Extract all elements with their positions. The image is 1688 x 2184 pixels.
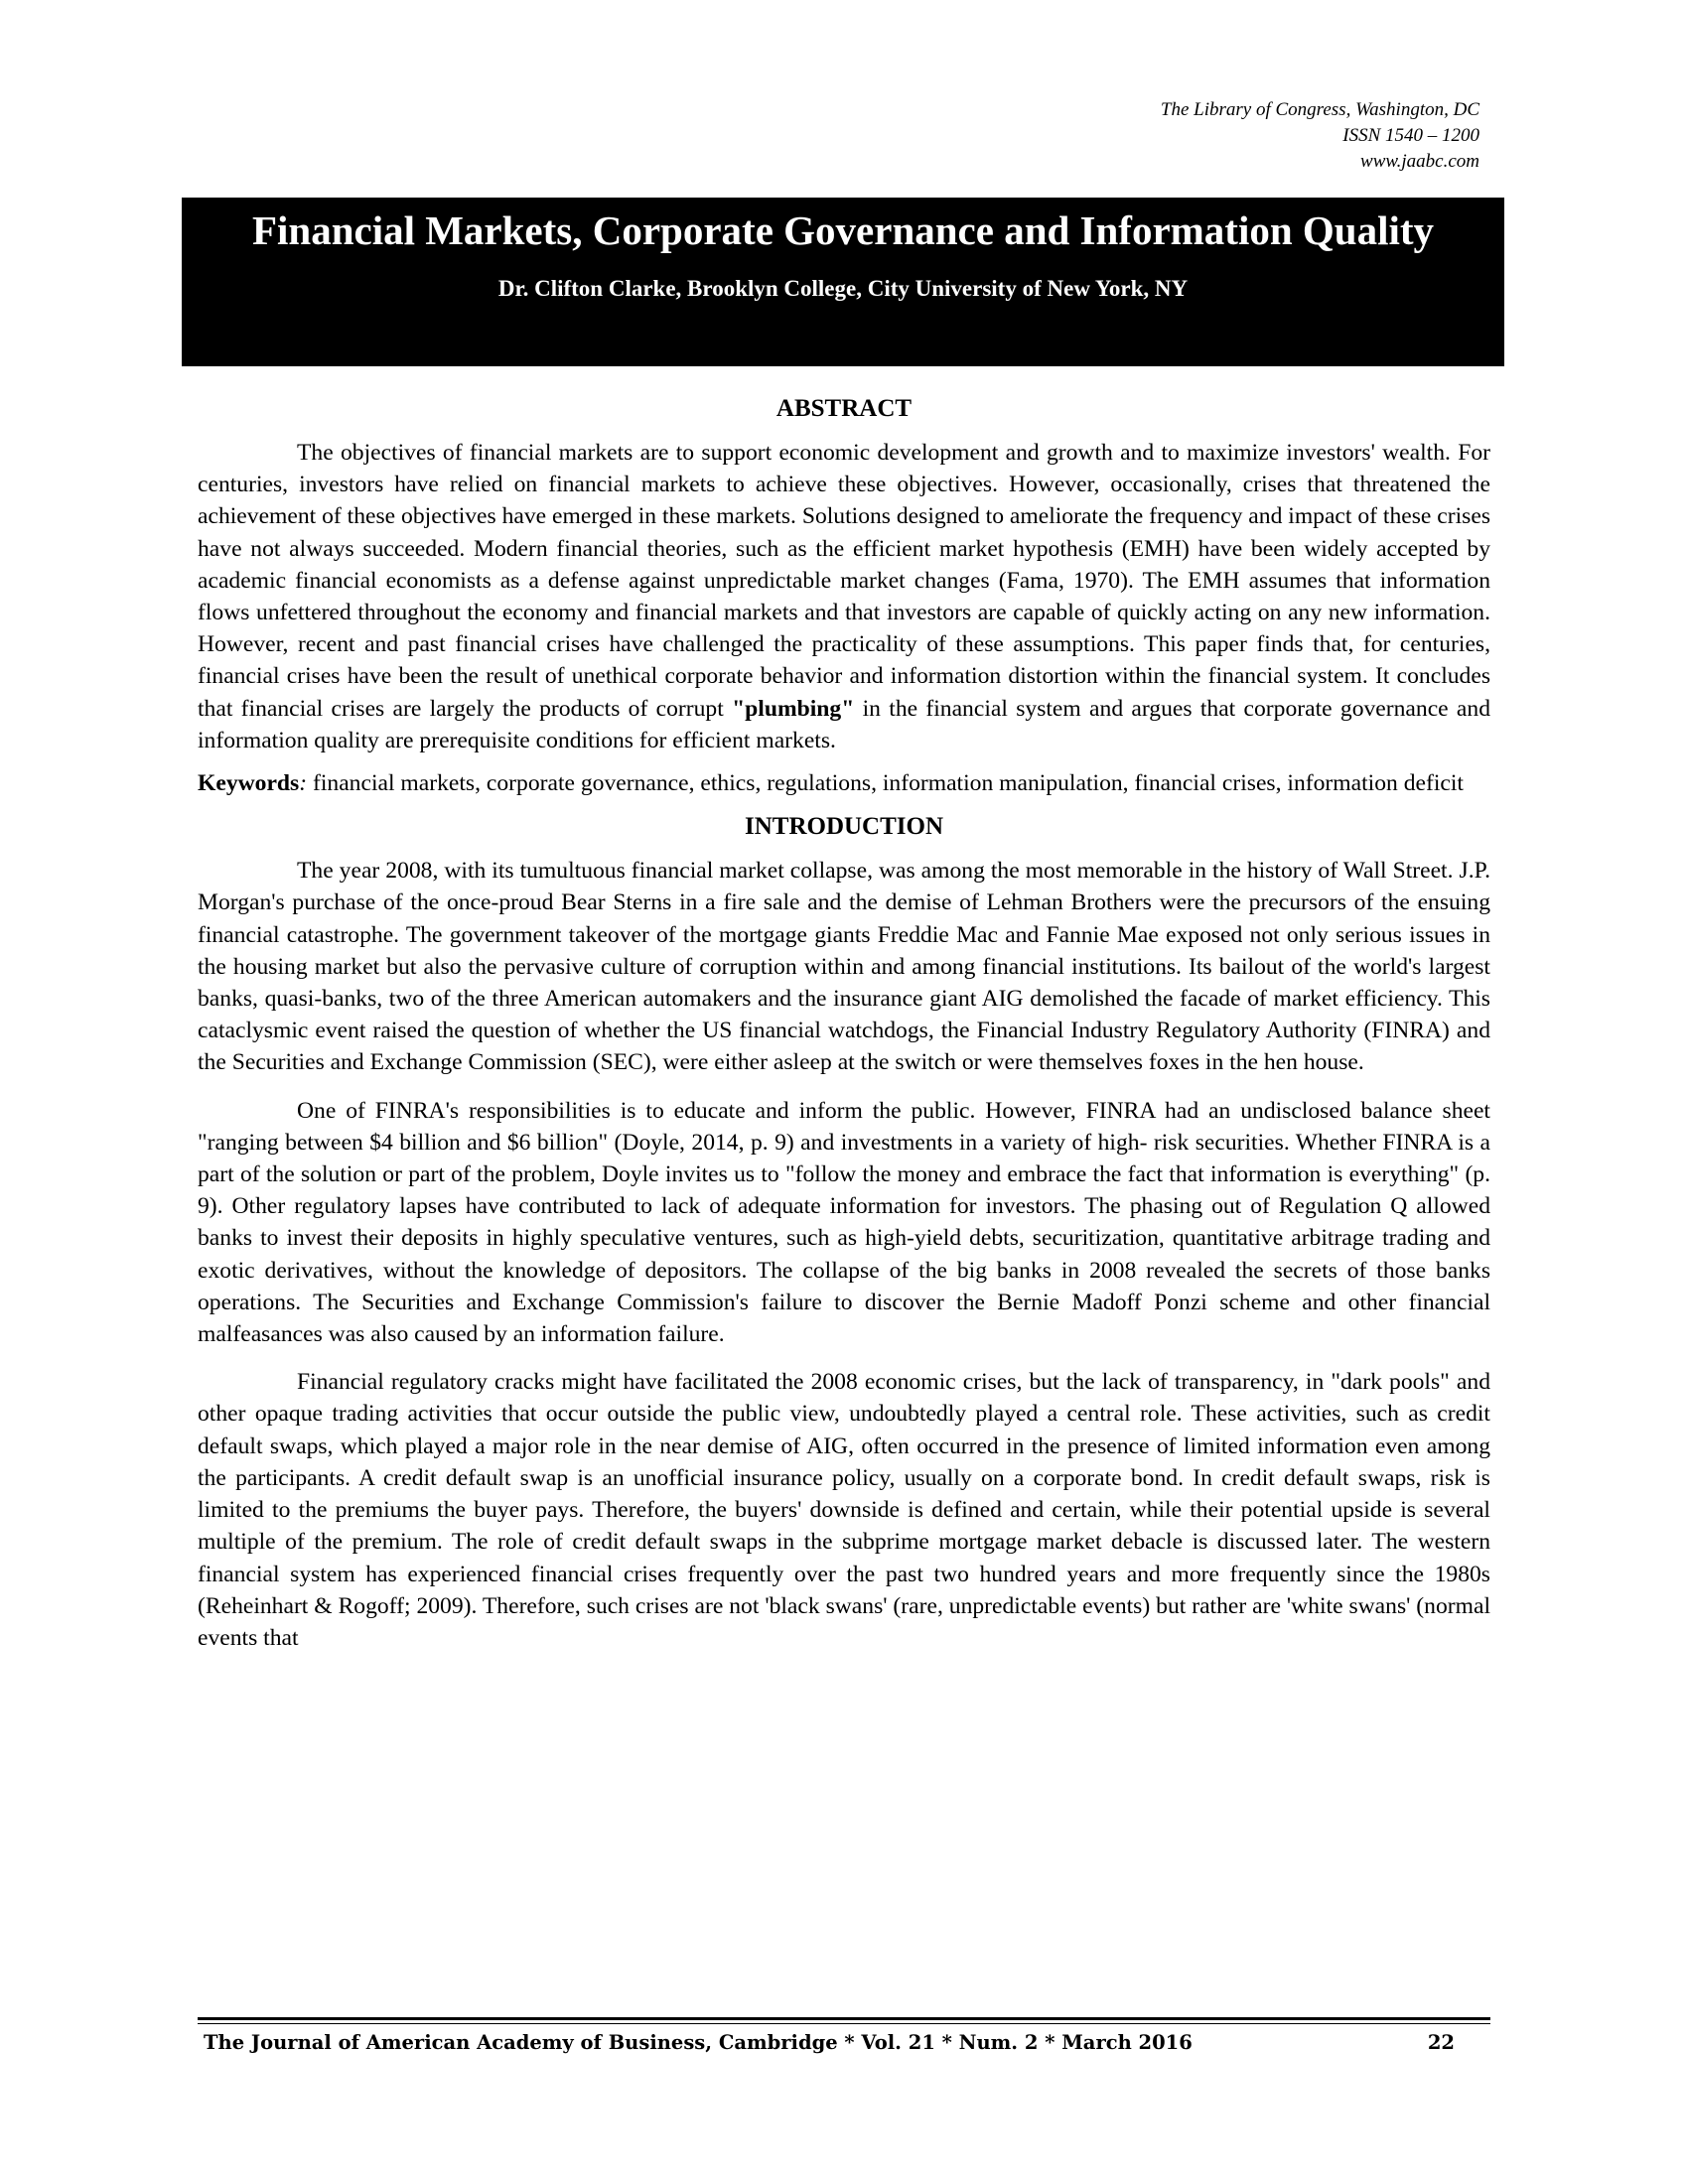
footer-rule-thin <box>198 2023 1490 2024</box>
keywords-paragraph <box>198 767 1490 799</box>
abstract-text-b: in the financial system and argues that corporate governance and information quality are prerequisite conditions for efficient markets. <box>198 695 1490 753</box>
page-footer <box>204 2029 1455 2057</box>
abstract-text-a: The objectives of financial markets are to support economic development and growth and to maximize investors' wealth. For centuries, investors have relied on financial markets to achieve these objectives. However, occasionally, crises that threatened the achievement of these objectives have emerged in these markets. Solutions designed to ameliorate the frequency and impact of these crises have not always succeeded. Modern financial theories, such as the efficient market hypothesis (EMH) have been widely accepted by academic financial economists as a defense against unpredictable market changes (Fama, 1970). The EMH assumes that information flows unfettered throughout the economy and financial markets and that investors are capable of quickly acting on any new information. However, recent and past financial crises have challenged the practicality of these assumptions. This paper finds that, for centuries, financial crises have been the result of unethical corporate behavior and information distortion within the financial system. It concludes that financial crises are largely the products of corrupt <box>198 440 1491 722</box>
footer-rule <box>198 2017 1490 2020</box>
keywords-text: financial markets, corporate governance, ethics, regulations, information manipulation, financial crises, information deficit <box>307 770 1464 797</box>
header-website: www.jaabc.com <box>1360 151 1479 172</box>
title-banner <box>182 198 1504 366</box>
library-header <box>1161 97 1479 175</box>
intro-paragraph-2: One of FINRA's responsibilities is to educate and inform the public. However, FINRA had an undisclosed balance sheet "ranging between $4 billion and $6 billion" (Doyle, 2014, p. 9) and investments in a variety of high- risk securities. Whether FINRA is a part of the solution or part of the problem, Doyle invites us to "follow the money and embrace the fact that information is everything" (p. 9). Other regulatory lapses have contributed to lack of adequate information for investors. The phasing out of Regulation Q allowed banks to invest their deposits in highly speculative ventures, such as high-yield debts, securitization, quantitative arbitrage trading and exotic derivatives, without the knowledge of depositors. The collapse of the big banks in 2008 revealed the secrets of those banks operations. The Securities and Exchange Commission's failure to discover the Bernie Madoff Ponzi scheme and other financial malfeasances was also caused by an information failure. <box>198 1097 1490 1348</box>
footer-journal: The Journal of American Academy of Business, Cambridge * Vol. 21 * Num. 2 * March 2016 <box>204 2031 1193 2054</box>
intro-paragraph-1: The year 2008, with its tumultuous financial market collapse, was among the most memorable in the history of Wall Street. J.P. Morgan's purchase of the once-proud Bear Sterns in a fire sale and the demise of Lehman Brothers were the precursors of the ensuing financial catastrophe. The government takeover of the mortgage giants Freddie Mac and Fannie Mae exposed not only serious issues in the housing market but also the pervasive culture of corruption within and among financial institutions. Its bailout of the world's largest banks, quasi-banks, two of the three American automakers and the insurance giant AIG demolished the facade of market efficiency. This cataclysmic event raised the question of whether the US financial watchdogs, the Financial Industry Regulatory Authority (FINRA) and the Securities and Exchange Commission (SEC), were either asleep at the switch or were themselves foxes in the hen house. <box>198 858 1490 1076</box>
main-content <box>198 393 1490 1654</box>
keywords-label: Keywords <box>198 770 300 797</box>
abstract-paragraph <box>198 437 1490 756</box>
keywords-colon: : <box>299 770 308 797</box>
paper-title: Financial Markets, Corporate Governance and Information Quality <box>251 207 1435 253</box>
header-library: The Library of Congress, Washington, DC <box>1160 99 1479 120</box>
abstract-text-bold: "plumbing" <box>732 695 855 722</box>
introduction-heading: INTRODUCTION <box>744 813 944 841</box>
page-number: 22 <box>1427 2031 1455 2054</box>
abstract-heading: ABSTRACT <box>775 395 913 422</box>
author-line: Dr. Clifton Clarke, Brooklyn College, City University of New York, NY <box>497 276 1189 301</box>
header-issn: ISSN 1540 – 1200 <box>1342 125 1479 146</box>
intro-paragraph-3: Financial regulatory cracks might have facilitated the 2008 economic crises, but the lack of transparency, in "dark pools" and other opaque trading activities that occur outside the public view, undoubtedly played a central role. These activities, such as credit default swaps, which played a major role in the near demise of AIG, often occurred in the presence of limited information even among the participants. A credit default swap is an unofficial insurance policy, usually on a corporate bond. In credit default swaps, risk is limited to the premiums the buyer pays. Therefore, the buyers' downside is defined and certain, while their potential upside is several multiple of the premium. The role of credit default swaps in the subprime mortgage market debacle is discussed later. The western financial system has experienced financial crises frequently over the past two hundred years and more frequently since the 1980s (Reheinhart & Rogoff; 2009). Therefore, such crises are not 'black swans' (rare, unpredictable events) but rather are 'white swans' (normal events that <box>198 1369 1490 1651</box>
